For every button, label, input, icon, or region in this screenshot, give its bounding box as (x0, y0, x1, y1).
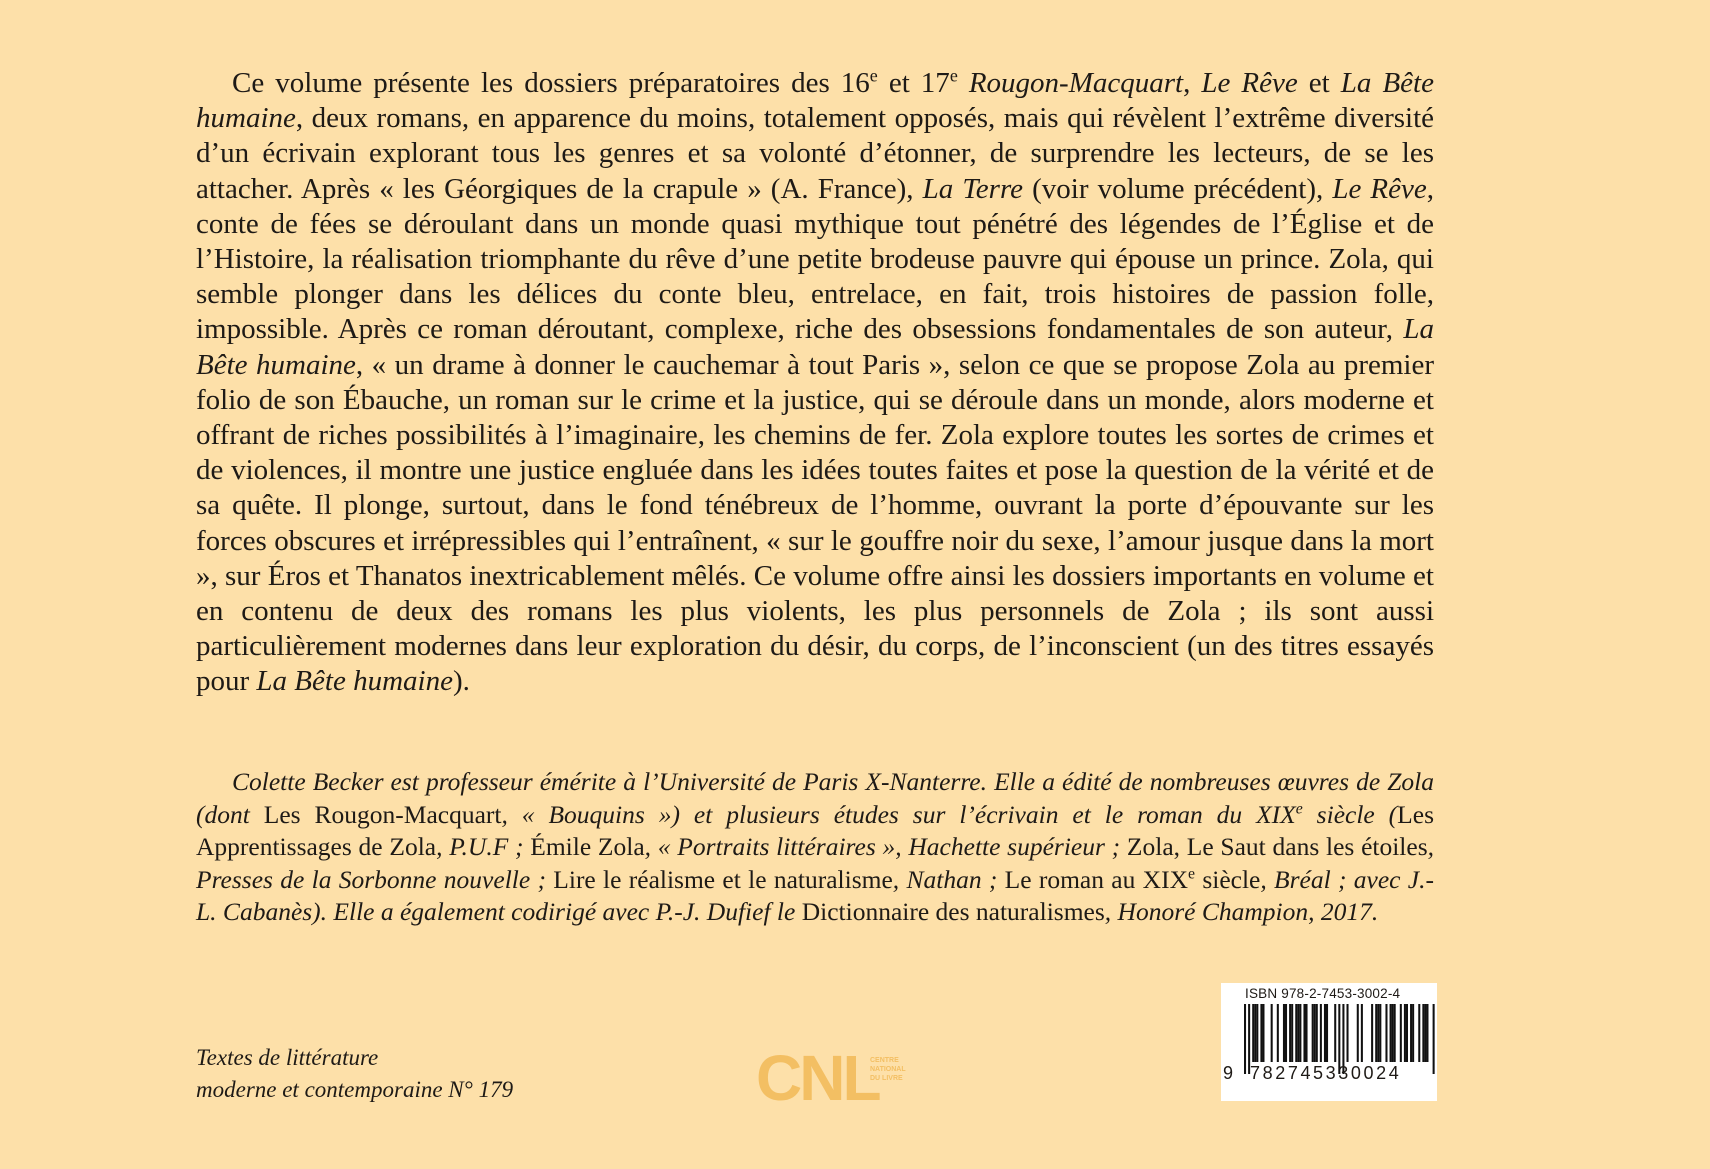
text-segment: e (1188, 865, 1196, 883)
text-segment: La Bête humaine (256, 665, 453, 698)
barcode-bar (1347, 1004, 1349, 1062)
barcode-bar (1404, 1004, 1406, 1062)
ean-first-digit: 9 (1223, 1063, 1234, 1083)
barcode-bar (1244, 1004, 1246, 1074)
barcode-bar (1306, 1004, 1308, 1062)
series-line-2: moderne et contemporaine N° 179 (196, 1077, 514, 1102)
cnl-logo (756, 1038, 916, 1112)
barcode-bar (1424, 1004, 1426, 1062)
barcode-bar (1312, 1004, 1314, 1062)
text-segment: , Presses de la Sorbonne nouvelle ; (196, 832, 1435, 894)
barcode-bar (1418, 1004, 1420, 1062)
barcode-bar (1334, 1004, 1336, 1062)
text-segment: Colette Becker est professeur émérite à l’Université de Paris X-Nanterre. Elle a édité de nombreuses œuvres de Zola (dont (196, 767, 1434, 829)
text-segment: siècle ( (1302, 799, 1398, 829)
barcode-bar (1262, 1004, 1264, 1062)
text-segment: siècle (1195, 864, 1261, 894)
barcode-bar (1422, 1004, 1424, 1062)
text-segment: et (1297, 67, 1341, 99)
text-segment: , « Bouquins ») et plusieurs études sur l’écrivain et le roman du XIX (501, 799, 1296, 829)
barcode-bar (1375, 1004, 1377, 1062)
text-segment: Zola, Le Saut dans les étoiles (1126, 832, 1428, 862)
text-segment: Le Rêve (1332, 172, 1427, 205)
cnl-logo-tagline-3: DU LIVRE (870, 1075, 903, 1082)
barcode-bar (1254, 1004, 1256, 1062)
barcode-bar (1361, 1004, 1363, 1062)
barcode-bar (1392, 1004, 1394, 1062)
text-segment: e (949, 65, 958, 86)
barcode-bar (1433, 1004, 1435, 1074)
text-segment: Le Rêve (1201, 67, 1298, 99)
barcode-bar (1252, 1004, 1254, 1062)
text-segment: Les Rougon-Macquart (263, 799, 502, 829)
text-segment: , Bréal ; avec J.-L. Cabanès). Elle a également codirigé avec P.-J. Dufief le (196, 864, 1434, 927)
isbn-barcode (1221, 983, 1437, 1101)
author-bio-paragraph (196, 766, 1434, 929)
barcode-bar (1289, 1004, 1291, 1062)
barcode-bar (1299, 1004, 1301, 1062)
text-segment: , « Portraits littéraires », Hachette supérieur ; (644, 832, 1127, 862)
text-segment: , « un drame à donner le cauchemar à tout Paris », selon ce que se propose Zola au premier folio de son Ébauche, un roman sur le crime et la justice, qui se déroule dans un monde, alors moderne et offrant de riches possibilités à l’imaginaire, les chemins de fer. Zola explore toutes les sortes de crimes et de violences, il montre une justice engluée dans les idées toutes faites et pose la question de la vérité et de sa quête. Il plonge, surtout, dans le fond ténébreux de l’homme, ouvrant la porte d’épouvante sur les forces obscures et irrépressibles qui l’entraînent, « sur le gouffre noir du sexe, l’amour jusque dans la mort », sur Éros et Thanatos inextricablement mêlés. Ce volume offre ainsi les dossiers importants en volume et en contenu de deux des romans les plus violents, les plus personnels de Zola ; ils sont aussi particulièrement modernes dans leur exploration du désir, du corps, de l’inconscient (un des titres essayés pour (196, 348, 1434, 698)
text-segment: Les Apprentissages de Zola (196, 799, 1434, 862)
text-segment: e (869, 65, 878, 86)
barcode-bar (1320, 1004, 1322, 1062)
barcode-bar (1410, 1004, 1412, 1062)
text-segment: , conte de fées se déroulant dans un monde quasi mythique tout pénétré des légendes de l’Église et de l’Histoire, la réalisation triomphante du rêve d’une petite brodeuse pauvre qui épouse un prince. Zola, qui semble plonger dans les délices du conte bleu, entrelace, en fait, trois histoires de passion folle, impossible. Après ce roman déroutant, complexe, riche des obsessions fondamentales de son auteur, (196, 172, 1434, 346)
text-segment: e (1295, 800, 1303, 818)
barcode-bar (1283, 1004, 1285, 1062)
barcode-bar (1371, 1004, 1373, 1062)
description-paragraph (196, 66, 1434, 700)
barcode-bar (1390, 1004, 1392, 1062)
barcode-bar (1260, 1004, 1262, 1062)
barcode-bar (1385, 1004, 1387, 1062)
cnl-logo-tagline-1: CENTRE (870, 1057, 899, 1064)
text-segment: Émile Zola (530, 832, 645, 862)
barcode-bar (1291, 1004, 1293, 1062)
series-line-1: Textes de littérature (196, 1045, 379, 1070)
barcode-bar (1379, 1004, 1381, 1062)
text-segment: (voir volume précédent), (1023, 172, 1333, 205)
text-segment: , Nathan ; (892, 864, 1005, 894)
text-segment: , (1183, 67, 1202, 99)
text-segment: Ce volume présente les dossiers préparatoires des 16 (232, 67, 870, 99)
text-segment: ). (452, 665, 470, 698)
text-segment: La Terre (922, 172, 1024, 205)
text-segment: La Bête humaine (196, 67, 1434, 135)
text-segment (958, 67, 969, 99)
cnl-logo-letters: CNL (756, 1042, 879, 1112)
ean-digit-groups: 782745330024 (1250, 1063, 1402, 1083)
text-segment: Le roman au XIX (1004, 864, 1188, 894)
barcode-bar (1400, 1004, 1402, 1062)
cnl-logo-tagline-2: NATIONAL (870, 1066, 906, 1073)
text-segment: et 17 (877, 67, 950, 99)
barcode-bar (1295, 1004, 1297, 1062)
barcode-bar (1357, 1004, 1359, 1062)
text-segment: , P.U.F ; (436, 832, 531, 862)
text-segment: , Honoré Champion, 2017. (1104, 897, 1379, 927)
text-segment: , deux romans, en apparence du moins, totalement opposés, mais qui révèlent l’extrême diversité d’un écrivain explorant tous les genres et sa volonté d’étonner, de surprendre les lecteurs, de se les attacher. Après « les Géorgiques de la crapule » (A. France), (196, 102, 1434, 205)
barcode-bar (1316, 1004, 1318, 1062)
barcode-bar (1285, 1004, 1287, 1062)
barcode-bar (1394, 1004, 1396, 1062)
text-segment: Lire le réalisme et le naturalisme (553, 864, 893, 894)
text-segment: Dictionnaire des naturalismes (801, 897, 1105, 927)
barcode-bar (1406, 1004, 1408, 1062)
barcode-bar (1377, 1004, 1379, 1062)
isbn-label: ISBN 978-2-7453-3002-4 (1245, 986, 1401, 1001)
barcode-bar (1314, 1004, 1316, 1062)
barcode-bar (1271, 1004, 1273, 1062)
barcode-bar (1426, 1004, 1428, 1062)
barcode-bar (1303, 1004, 1305, 1062)
barcode-bar (1277, 1004, 1279, 1062)
barcode-bar (1324, 1004, 1326, 1062)
barcode-bar (1412, 1004, 1414, 1062)
barcode-bar (1256, 1004, 1258, 1062)
barcode-bar (1326, 1004, 1328, 1062)
series-label (196, 1042, 513, 1106)
text-segment: La Bête humaine (196, 313, 1434, 381)
text-segment: Rougon-Macquart (968, 67, 1184, 99)
barcode-bar (1297, 1004, 1299, 1062)
